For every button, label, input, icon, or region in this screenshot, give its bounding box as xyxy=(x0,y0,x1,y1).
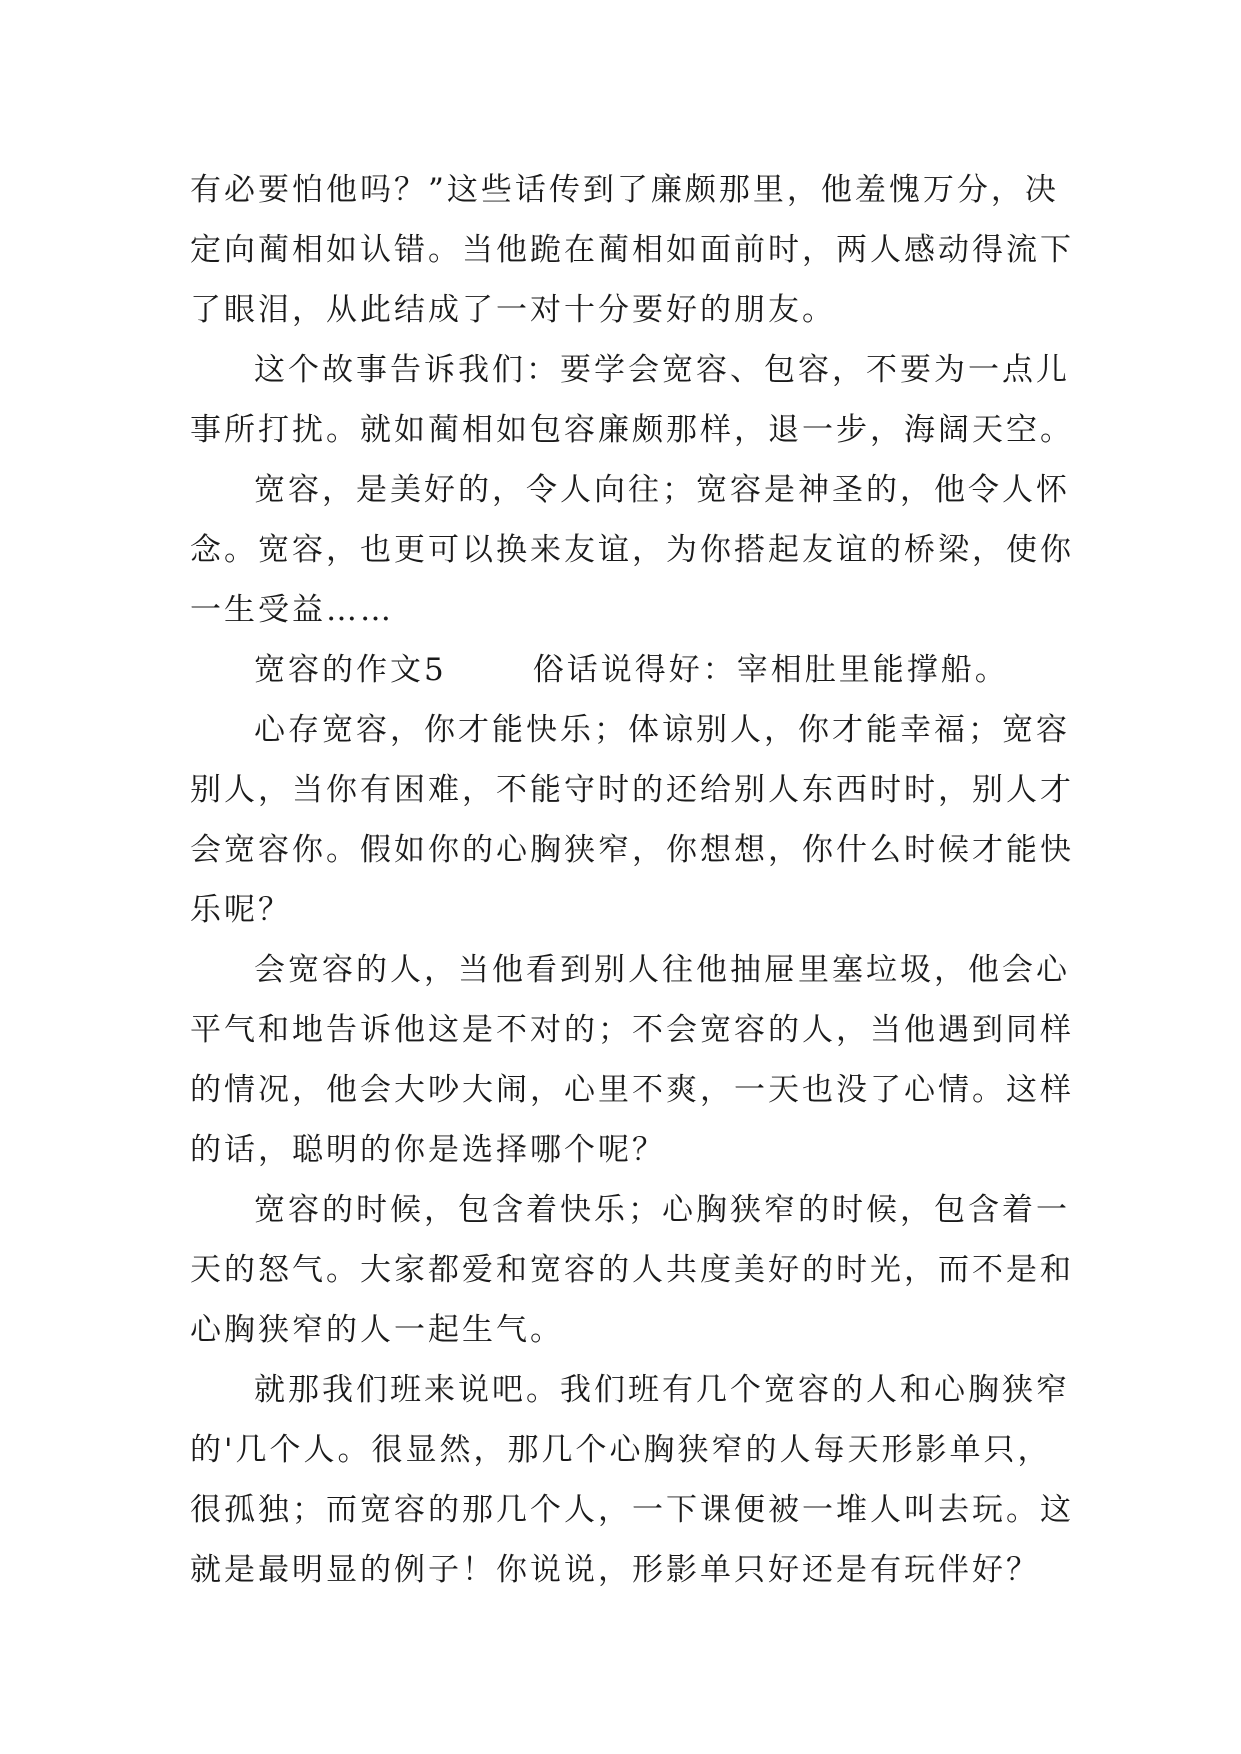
paragraph-start-line: 宽容的时候，包含着快乐；心胸狭窄的时候，包含着一 xyxy=(254,1192,1070,1228)
essay-heading-line xyxy=(190,640,1050,700)
paragraph-start-line: 心存宽容，你才能快乐；体谅别人，你才能幸福；宽容 xyxy=(254,712,1070,748)
text-line: 很孤独；而宽容的那几个人，一下课便被一堆人叫去玩。这 xyxy=(190,1492,1074,1528)
paragraph-start-line: 会宽容的人，当他看到别人往他抽屉里塞垃圾，他会心 xyxy=(254,952,1070,988)
text-line: 的情况，他会大吵大闹，心里不爽，一天也没了心情。这样 xyxy=(190,1072,1074,1108)
paragraph-start-line: 就那我们班来说吧。我们班有几个宽容的人和心胸狭窄 xyxy=(254,1372,1070,1408)
text-line: 一生受益…… xyxy=(190,592,394,628)
paragraph-start-line: 这个故事告诉我们：要学会宽容、包容，不要为一点儿 xyxy=(254,352,1070,388)
text-line: 有必要怕他吗？”这些话传到了廉颇那里，他羞愧万分，决 xyxy=(190,172,1059,208)
paragraph-start-line: 宽容，是美好的，令人向往；宽容是神圣的，他令人怀 xyxy=(254,472,1070,508)
text-line: 念。宽容，也更可以换来友谊，为你搭起友谊的桥梁，使你 xyxy=(190,532,1074,568)
text-line: 乐呢？ xyxy=(190,892,292,928)
text-line: 天的怒气。大家都爱和宽容的人共度美好的时光，而不是和 xyxy=(190,1252,1074,1288)
essay-opening-sentence: 俗话说得好：宰相肚里能撑船。 xyxy=(532,652,1009,688)
text-line: 定向蔺相如认错。当他跪在蔺相如面前时，两人感动得流下 xyxy=(190,232,1074,268)
text-line: 的话，聪明的你是选择哪个呢？ xyxy=(190,1132,666,1168)
text-line: 别人，当你有困难，不能守时的还给别人东西时时，别人才 xyxy=(190,772,1074,808)
text-line: 的'几个人。很显然，那几个心胸狭窄的人每天形影单只， xyxy=(190,1432,1052,1468)
text-line: 了眼泪，从此结成了一对十分要好的朋友。 xyxy=(190,292,836,328)
essay-heading: 宽容的作文5 xyxy=(254,652,447,688)
text-line: 平气和地告诉他这是不对的；不会宽容的人，当他遇到同样 xyxy=(190,1012,1074,1048)
text-line: 就是最明显的例子！你说说，形影单只好还是有玩伴好？ xyxy=(190,1552,1040,1588)
essay-body xyxy=(190,160,1074,1600)
text-line: 会宽容你。假如你的心胸狭窄，你想想，你什么时候才能快 xyxy=(190,832,1074,868)
text-line: 事所打扰。就如蔺相如包容廉颇那样，退一步，海阔天空。 xyxy=(190,412,1074,448)
text-line: 心胸狭窄的人一起生气。 xyxy=(190,1312,564,1348)
